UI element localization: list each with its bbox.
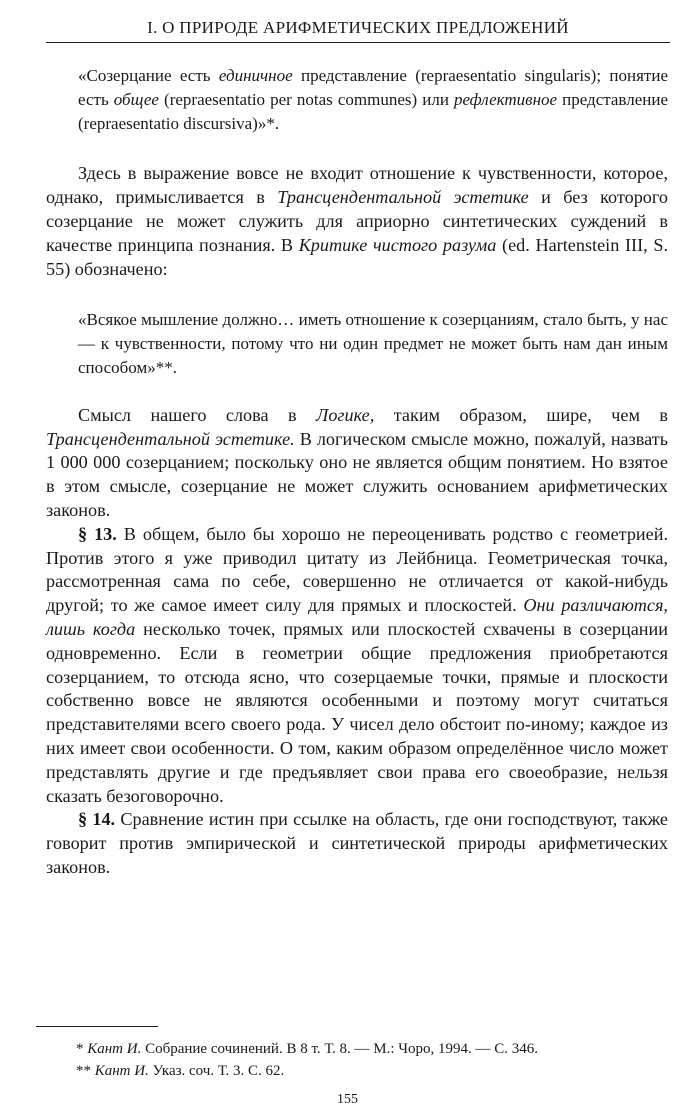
section-13-mark: § 13. xyxy=(78,523,117,544)
section-13-text-2: несколько точек, прямых или плоскостей схвачены в созерцании одновременно. Если в геометрии общие предложения приобретаются созерцанием, то отсюда ясно, что созерцаемые точки, прямые и плоскости собственно вовсе не являются особенными и поэтому могут считаться представителями всего своего рода. У чисел дело обстоит по-иному; каждое из них имеет свои особенности. О том, каким образом определённое число может представлять другие и где предъявляет свои права его своеобразие, нельзя сказать безоговорочно. xyxy=(46,618,668,806)
footnote-2 xyxy=(46,1060,668,1082)
kant-quote-1 xyxy=(46,64,668,135)
footnote-1 xyxy=(46,1038,668,1060)
footnote-1-text: Собрание сочинений. В 8 т. Т. 8. — М.: Чоро, 1994. — С. 346. xyxy=(141,1041,539,1057)
section-14-text-1: Сравнение истин при ссылке на область, где они господствуют, также говорит против эмпирической и синтетической природы арифметических законов. xyxy=(46,809,668,877)
para2-text-2: таким образом, шире, чем в xyxy=(374,404,668,425)
page-number: 155 xyxy=(337,1092,358,1107)
section-13-italic-1: Они различаются, лишь когда xyxy=(46,595,668,639)
footnote-1-author: Кант И. xyxy=(87,1041,142,1057)
quote1-italic-1: единичное xyxy=(218,66,293,85)
kant-quote-2: «Всякое мышление должно… иметь отношение к созерцаниям, стало быть, у нас — к чувственности, потому что ни один предмет не может быть нам дан иным способом»**. xyxy=(78,310,668,377)
para2-italic-2: Трансцендентальной эстетике. xyxy=(46,428,295,449)
para1-text-2: и без которого созерцание не может служить для априорно синтетических суждений в качестве принципа познания. В xyxy=(46,187,668,255)
footnote-2-author: Кант И. xyxy=(94,1063,149,1079)
main-text xyxy=(46,64,668,880)
footnote-1-marker: * xyxy=(76,1041,88,1057)
spacer xyxy=(46,281,668,308)
quote1-text-4: представление (repraesentatio discursiva)»*. xyxy=(78,89,668,133)
quote1-text-3: (repraesentatio per notas communes) или xyxy=(158,89,455,109)
footnote-divider xyxy=(36,1026,158,1027)
quote1-italic-3: рефлективное xyxy=(454,89,558,109)
footnote-2-text: Указ. соч. Т. 3. С. 62. xyxy=(148,1063,285,1079)
para2-italic-1: Логике, xyxy=(316,404,375,425)
para1-italic-2: Критике чистого разума xyxy=(298,234,497,255)
section-14-mark: § 14. xyxy=(78,809,116,830)
spacer xyxy=(46,380,668,404)
footnotes xyxy=(46,1038,668,1082)
section-13 xyxy=(46,523,668,809)
section-14 xyxy=(46,808,668,879)
quote1-text-1: «Созерцание есть xyxy=(78,66,219,85)
para2-text-1: Смысл нашего слова в xyxy=(78,404,317,425)
para1-italic-1: Трансцендентальной эстетике xyxy=(277,187,529,208)
para1-text-1: Здесь в выражение вовсе не входит отношение к чувственности, которое, однако, примысливается в xyxy=(46,163,668,208)
spacer xyxy=(46,135,668,162)
footnote-2-marker: ** xyxy=(76,1063,95,1079)
para2-text-3: В логическом смысле можно, пожалуй, назвать 1 000 000 созерцанием; поскольку оно не является общим понятием. Но взятое в этом смысле, созерцание не может служить основанием арифметических законов. xyxy=(46,428,668,520)
quote1-italic-2: общее xyxy=(113,89,159,109)
section-13-text-1: В общем, было бы хорошо не переоценивать родство с геометрией. Против этого я уже приводил цитату из Лейбница. Геометрическая точка, рассмотренная сама по себе, совершенно не отличается от какой-нибудь другой; то же самое имеет силу для прямых и плоскостей. xyxy=(46,523,668,616)
quote1-text-2: представление (repraesentatio singularis); понятие есть xyxy=(78,66,668,109)
paragraph-sensibility xyxy=(46,162,668,281)
running-head: I. О ПРИРОДЕ АРИФМЕТИЧЕСКИХ ПРЕДЛОЖЕНИЙ xyxy=(46,18,670,43)
paragraph-logic xyxy=(46,404,668,523)
para1-text-3: (ed. Hartenstein III, S. 55) обозначено: xyxy=(46,234,668,279)
